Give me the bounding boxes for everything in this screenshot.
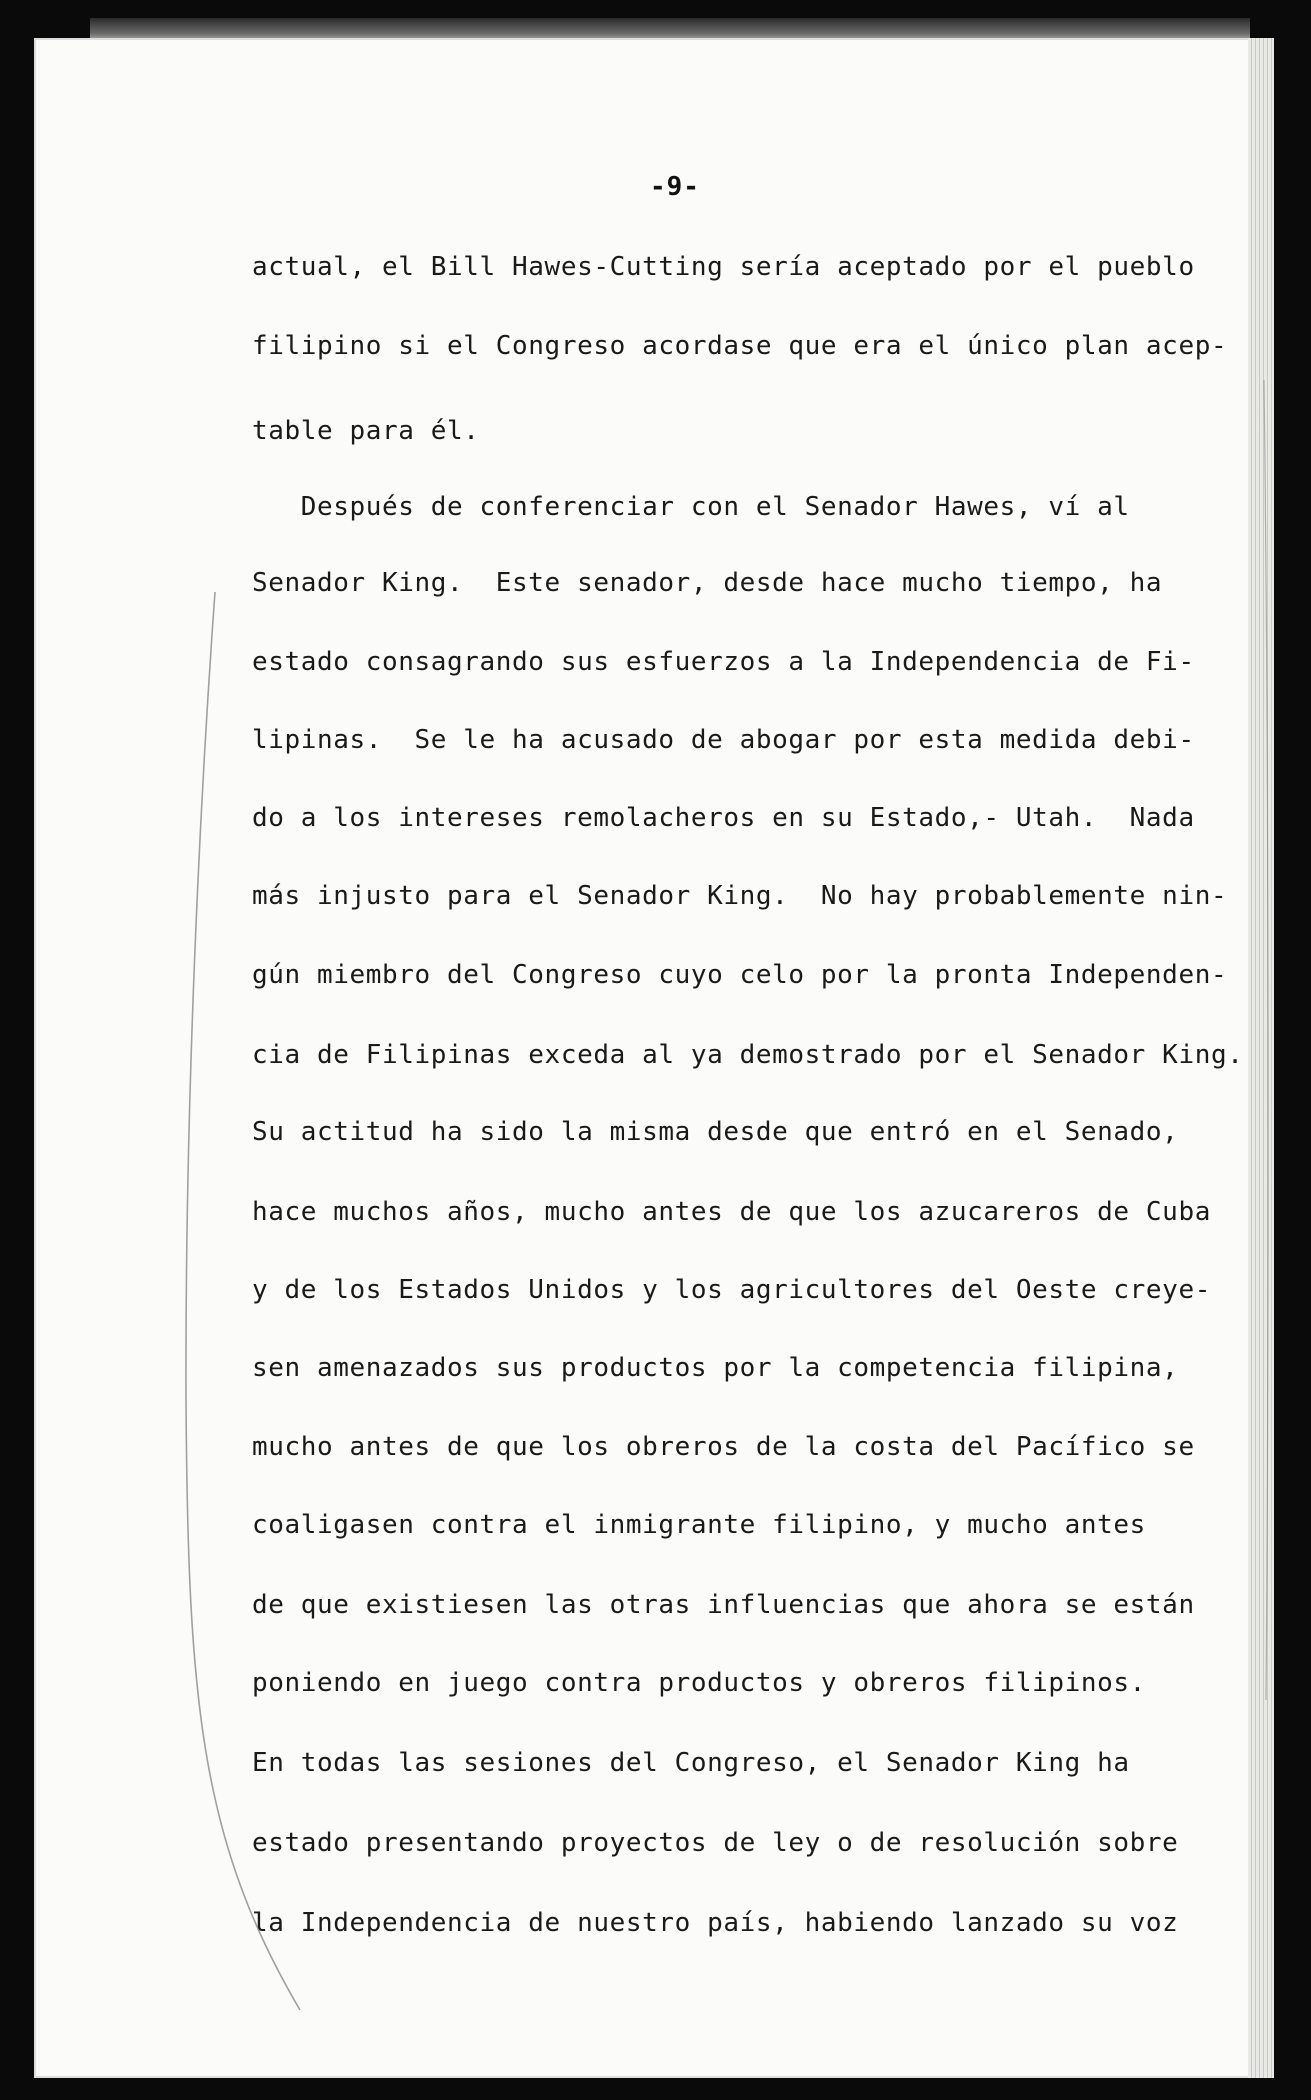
text-line: poniendo en juego contra productos y obreros filipinos. — [252, 1668, 1146, 1698]
text-line: de que existiesen las otras influencias que ahora se están — [252, 1590, 1195, 1620]
text-line: mucho antes de que los obreros de la costa del Pacífico se — [252, 1432, 1195, 1462]
text-line: coaligasen contra el inmigrante filipino, y mucho antes — [252, 1510, 1146, 1540]
text-line: filipino si el Congreso acordase que era el único plan acep- — [252, 331, 1228, 361]
text-line: En todas las sesiones del Congreso, el Senador King ha — [252, 1748, 1130, 1778]
text-line: hace muchos años, mucho antes de que los azucareros de Cuba — [252, 1197, 1211, 1227]
text-line: estado presentando proyectos de ley o de resolución sobre — [252, 1828, 1179, 1858]
text-line: gún miembro del Congreso cuyo celo por la pronta Independen- — [252, 960, 1228, 990]
text-line: Senador King. Este senador, desde hace mucho tiempo, ha — [252, 568, 1163, 598]
text-line: actual, el Bill Hawes-Cutting sería aceptado por el pueblo — [252, 252, 1195, 282]
text-line: la Independencia de nuestro país, habiendo lanzado su voz — [252, 1908, 1179, 1938]
text-line: Después de conferenciar con el Senador Hawes, ví al — [252, 492, 1130, 522]
text-line: Su actitud ha sido la misma desde que entró en el Senado, — [252, 1117, 1179, 1147]
text-line: table para él. — [252, 416, 480, 446]
text-line: estado consagrando sus esfuerzos a la Independencia de Fi- — [252, 647, 1195, 677]
text-line: más injusto para el Senador King. No hay probablemente nin- — [252, 881, 1228, 911]
text-line: y de los Estados Unidos y los agricultores del Oeste creye- — [252, 1275, 1211, 1305]
text-line: cia de Filipinas exceda al ya demostrado por el Senador King. — [252, 1040, 1244, 1070]
page-number: -9- — [650, 172, 700, 202]
text-line: do a los intereses remolacheros en su Estado,- Utah. Nada — [252, 803, 1195, 833]
text-line: lipinas. Se le ha acusado de abogar por esta medida debi- — [252, 725, 1195, 755]
text-line: sen amenazados sus productos por la competencia filipina, — [252, 1353, 1179, 1383]
